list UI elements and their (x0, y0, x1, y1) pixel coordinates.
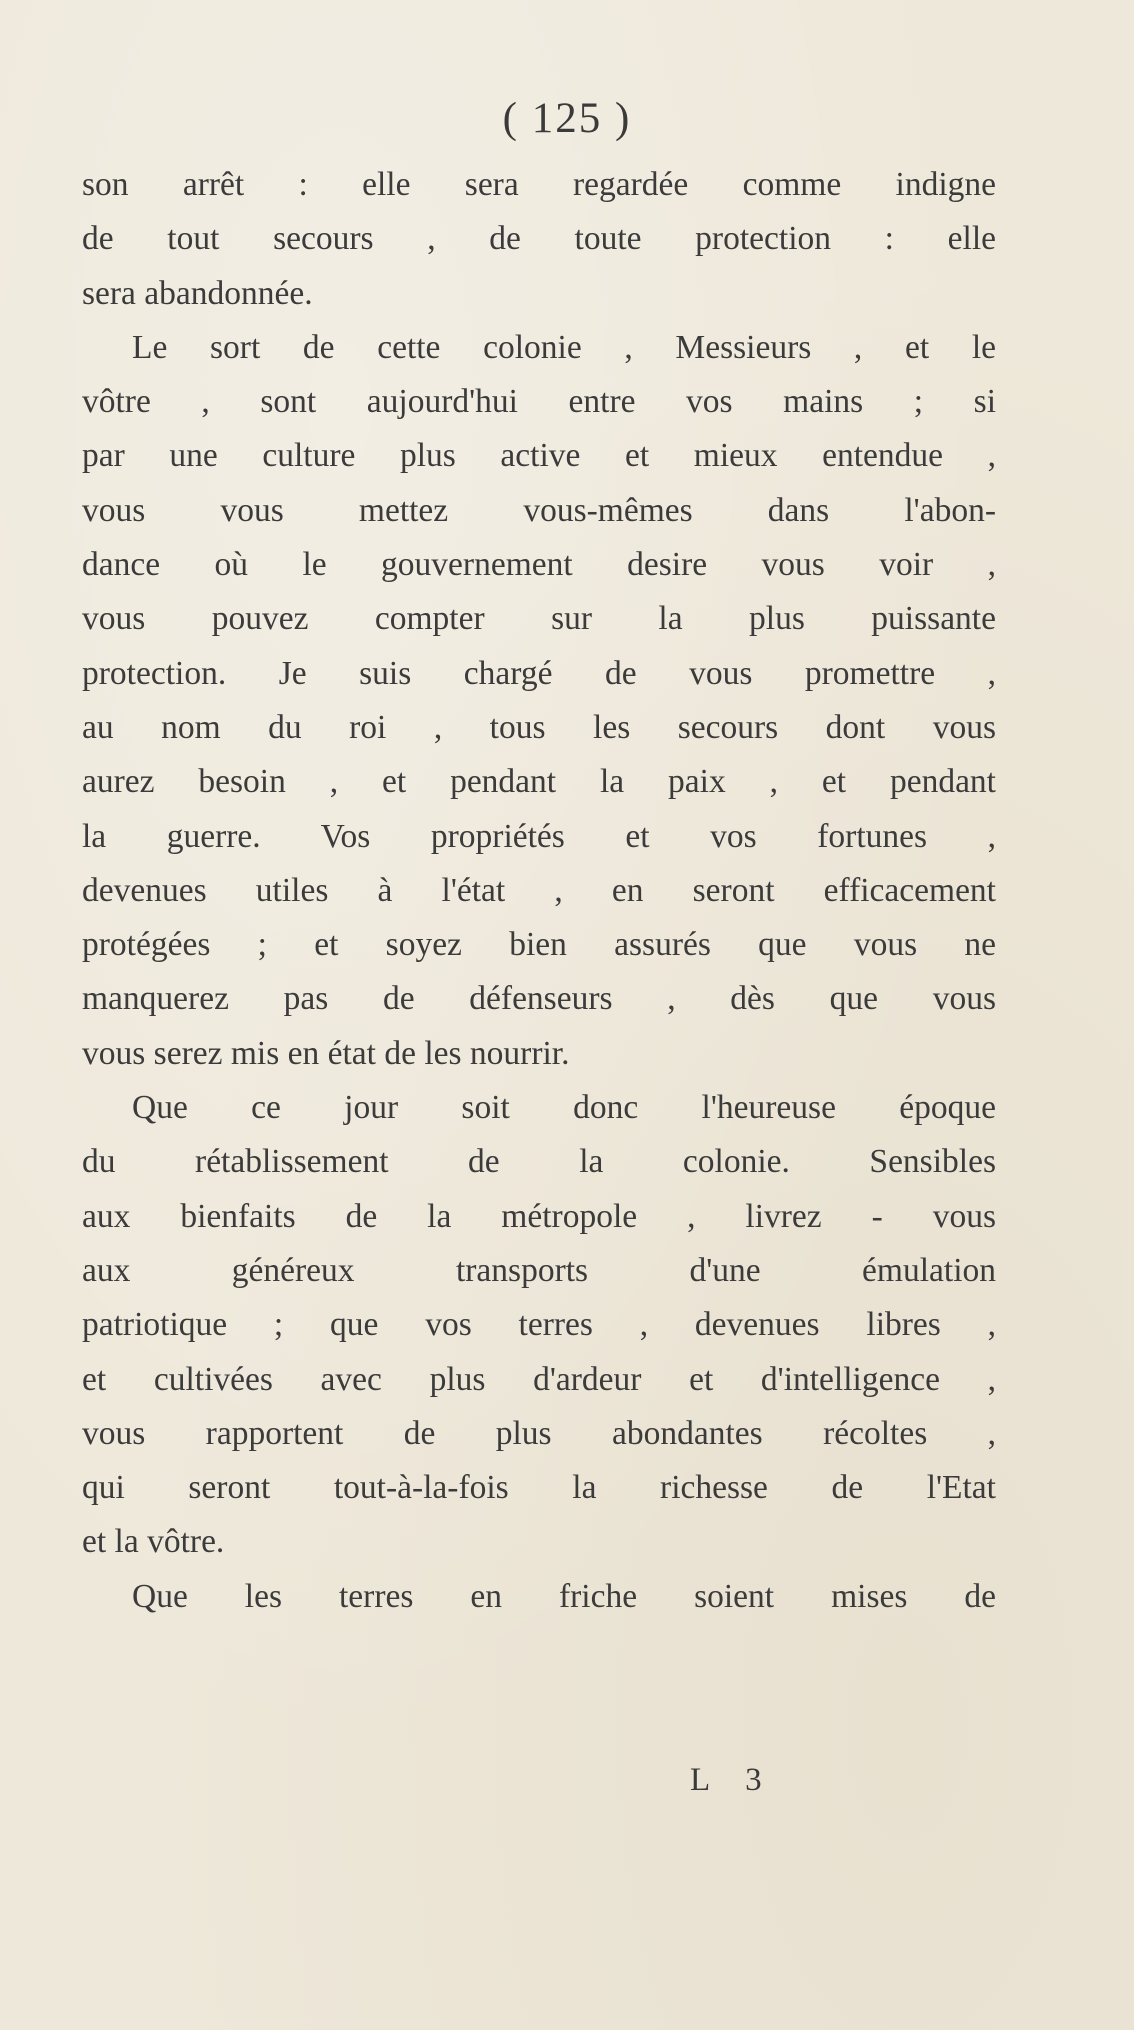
text-line: vous vous mettez vous-mêmes dans l'abon- (82, 491, 996, 529)
text-line: par une culture plus active et mieux entendue , (82, 437, 996, 475)
body-text (82, 158, 996, 1624)
text-line: la guerre. Vos propriétés et vos fortunes , (82, 817, 996, 855)
text-line: vous rapportent de plus abondantes récoltes , (82, 1414, 996, 1452)
text-line: aux bienfaits de la métropole , livrez - vous (82, 1197, 996, 1235)
text-line: au nom du roi , tous les secours dont vous (82, 708, 996, 746)
text-line: manquerez pas de défenseurs , dès que vous (82, 980, 996, 1018)
text-line: et la vôtre. (82, 1523, 225, 1561)
text-line: Le sort de cette colonie , Messieurs , et le (132, 328, 996, 366)
text-line: protégées ; et soyez bien assurés que vous ne (82, 926, 996, 964)
text-line: aurez besoin , et pendant la paix , et pendant (82, 763, 996, 801)
text-line: protection. Je suis chargé de vous promettre , (82, 654, 996, 692)
page-number: ( 125 ) (502, 95, 632, 142)
text-line: Que les terres en friche soient mises de (132, 1577, 996, 1615)
text-line: et cultivées avec plus d'ardeur et d'intelligence , (82, 1360, 996, 1398)
text-line: de tout secours , de toute protection : elle (82, 220, 996, 258)
text-line: patriotique ; que vos terres , devenues libres , (82, 1306, 996, 1344)
text-line: Que ce jour soit donc l'heureuse époque (132, 1089, 996, 1127)
text-line: dance où le gouvernement desire vous voir , (82, 546, 996, 584)
text-line: devenues utiles à l'état , en seront efficacement (82, 871, 996, 909)
text-line: vous serez mis en état de les nourrir. (82, 1034, 570, 1072)
text-line: du rétablissement de la colonie. Sensibles (82, 1143, 996, 1181)
text-line: vous pouvez compter sur la plus puissante (82, 600, 996, 638)
text-line: son arrêt : elle sera regardée comme indigne (82, 166, 996, 203)
text-line: sera abandonnée. (82, 274, 313, 312)
text-line: aux généreux transports d'une émulation (82, 1251, 996, 1289)
text-line: vôtre , sont aujourd'hui entre vos mains ; si (82, 383, 996, 421)
signature-mark: L 3 (690, 1762, 776, 1798)
text-line: qui seront tout-à-la-fois la richesse de l'Etat (82, 1469, 996, 1507)
